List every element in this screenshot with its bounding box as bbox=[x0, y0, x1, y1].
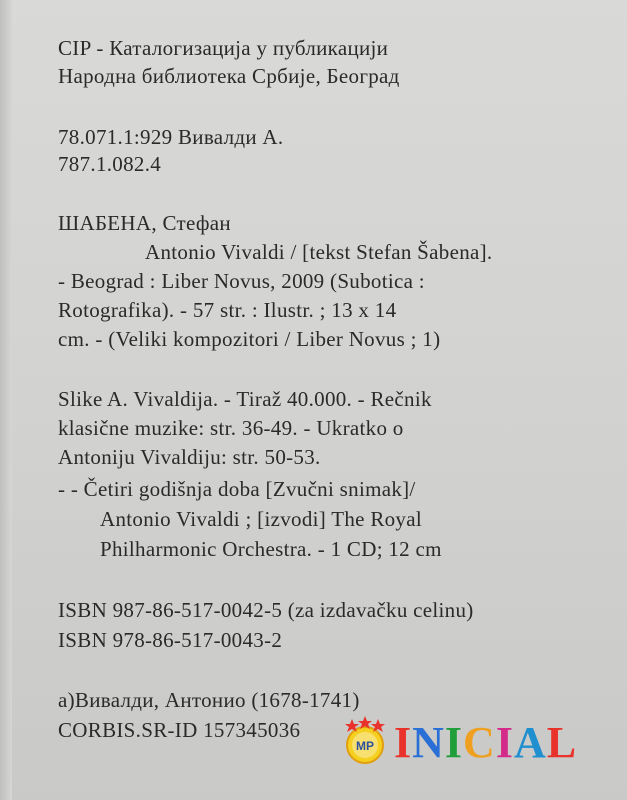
logo-letter: I bbox=[444, 718, 464, 767]
title-line: Antonio Vivaldi / [tekst Stefan Šabena]. bbox=[145, 240, 493, 264]
note-line-6: Philharmonic Orchestra. - 1 CD; 12 cm bbox=[100, 537, 442, 561]
series-line: cm. - (Veliki kompozitori / Liber Novus ; 1) bbox=[58, 327, 441, 351]
cip-header-line: CIP - Каталогизација у публикацији bbox=[58, 36, 389, 60]
udc-line-1: 78.071.1:929 Вивалди А. bbox=[58, 125, 284, 149]
description-line: Rotografika). - 57 str. : Ilustr. ; 13 x 14 bbox=[58, 298, 397, 322]
inicial-watermark-logo bbox=[338, 715, 618, 771]
logo-letter: N bbox=[412, 718, 445, 767]
seal-text: MP bbox=[356, 739, 374, 753]
logo-letter: I bbox=[394, 718, 413, 767]
subject-line: а)Вивалди, Антонио (1678-1741) bbox=[58, 688, 360, 712]
note-line-5: Antonio Vivaldi ; [izvodi] The Royal bbox=[100, 507, 422, 531]
note-line-3: Antoniju Vivaldiju: str. 50-53. bbox=[58, 445, 321, 469]
logo-letter: L bbox=[546, 718, 578, 767]
author-line: ШАБЕНА, Стефан bbox=[58, 211, 231, 235]
logo-letter: C bbox=[463, 718, 496, 767]
corbis-id-line: CORBIS.SR-ID 157345036 bbox=[58, 718, 301, 742]
imprint-line: - Beograd : Liber Novus, 2009 (Subotica : bbox=[58, 269, 425, 293]
seal-icon bbox=[338, 715, 392, 769]
logo-letter: A bbox=[513, 718, 547, 767]
page-edge bbox=[0, 0, 12, 800]
note-line-2: klasične muzike: str. 36-49. - Ukratko o bbox=[58, 416, 404, 440]
isbn-line-2: ISBN 978-86-517-0043-2 bbox=[58, 628, 283, 652]
udc-line-2: 787.1.082.4 bbox=[58, 152, 162, 176]
inicial-logo-text bbox=[394, 718, 578, 767]
note-line-4: - - Četiri godišnja doba [Zvučni snimak]/ bbox=[58, 477, 416, 501]
note-line-1: Slike A. Vivaldija. - Tiraž 40.000. - Rečnik bbox=[58, 387, 432, 411]
logo-letter: I bbox=[495, 718, 514, 767]
library-line: Народна библиотека Србије, Београд bbox=[58, 64, 400, 88]
isbn-line-1: ISBN 987-86-517-0042-5 (za izdavačku celinu) bbox=[58, 598, 474, 622]
